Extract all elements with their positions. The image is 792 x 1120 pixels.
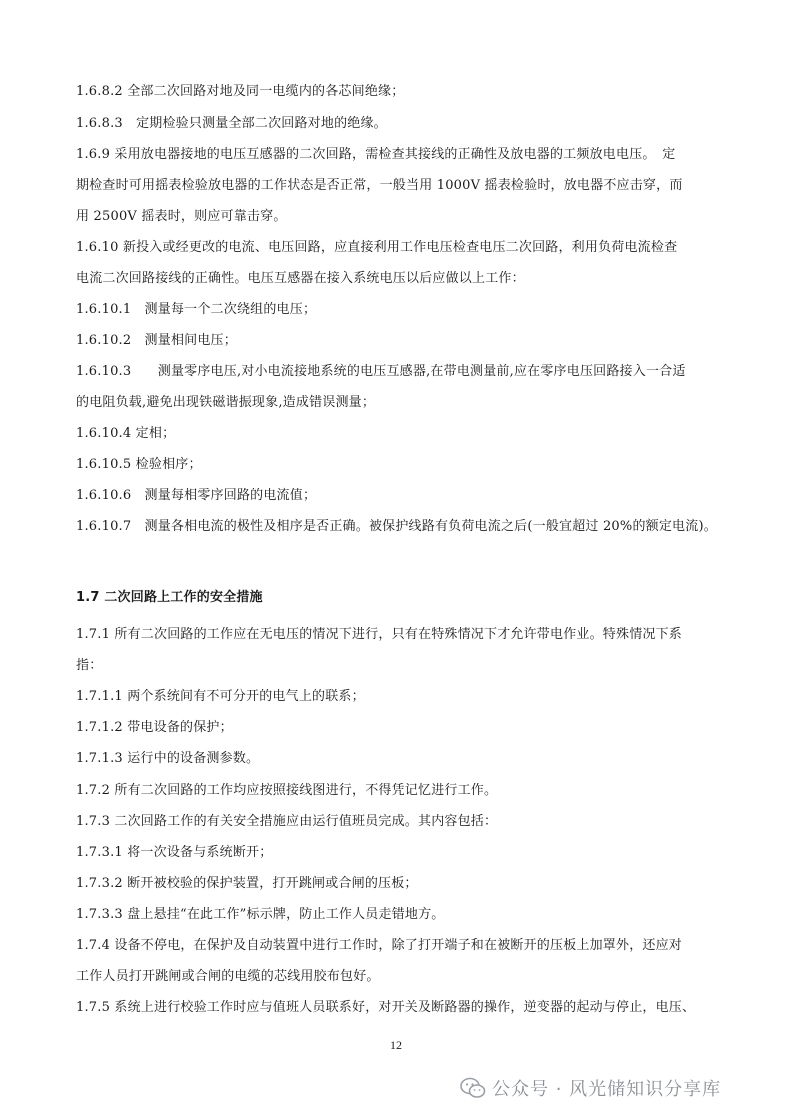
text-line: 1.7.5 系统上进行校验工作时应与值班人员联系好，对开关及断路器的操作，逆变器的起动与停止，电压、	[76, 1000, 696, 1015]
text-line: 1.6.8.2 全部二次回路对地及同一电缆内的各芯间绝缘；	[76, 84, 405, 99]
watermark	[460, 1074, 721, 1102]
text-line: 1.6.10.3 测量零序电压,对小电流接地系统的电压互感器,在带电测量前,应在零序电压回路接入一合适	[76, 364, 686, 379]
text-line: 的电阻负载,避免出现铁磁谐振现象,造成错误测量；	[76, 395, 376, 410]
section-heading: 1.7 二次回路上工作的安全措施	[76, 590, 263, 605]
text-line: 1.6.10.2 测量相间电压；	[76, 333, 237, 348]
text-line: 1.7.1.2 带电设备的保护；	[76, 720, 233, 735]
text-line: 1.7.3.1 将一次设备与系统断开；	[76, 845, 273, 860]
text-line: 1.6.10.7 测量各相电流的极性及相序是否正确。被保护线路有负荷电流之后(一般宜超过 20%的额定电流)。	[76, 519, 717, 534]
text-line: 1.7.3.2 断开被校验的保护装置，打开跳闸或合闸的压板；	[76, 876, 418, 891]
text-line: 用 2500V 摇表时，则应可靠击穿。	[76, 209, 287, 224]
text-line: 1.6.10 新投入或经更改的电流、电压回路，应直接利用工作电压检查电压二次回路，利用负荷电流检查	[76, 240, 678, 255]
text-line: 1.6.10.4 定相；	[76, 426, 176, 441]
text-line: 1.7.3.3 盘上悬挂“在此工作”标示牌，防止工作人员走错地方。	[76, 907, 445, 922]
text-line: 电流二次回路接线的正确性。电压互感器在接入系统电压以后应做以上工作：	[76, 271, 525, 286]
text-line: 工作人员打开跳闸或合闸的电缆的芯线用胶布包好。	[76, 969, 380, 984]
text-line: 1.7.2 所有二次回路的工作均应按照接线图进行，不得凭记忆进行工作。	[76, 783, 498, 798]
text-line: 1.7.4 设备不停电，在保护及自动装置中进行工作时，除了打开端子和在被断开的压板上加罩外，还应对	[76, 938, 683, 953]
text-line: 1.6.10.1 测量每一个二次绕组的电压；	[76, 302, 317, 317]
text-line: 1.6.10.5 检验相序；	[76, 457, 202, 472]
text-line: 1.6.8.3 定期检验只测量全部二次回路对地的绝缘。	[76, 116, 387, 131]
text-line: 1.7.1.3 运行中的设备测参数。	[76, 751, 260, 766]
text-line: 指：	[76, 658, 103, 673]
text-line: 1.7.1.1 两个系统间有不可分开的电气上的联系；	[76, 689, 365, 704]
text-line: 1.6.10.6 测量每相零序回路的电流值；	[76, 488, 317, 503]
text-line: 期检查时可用摇表检验放电器的工作状态是否正常，一般当用 1000V 摇表检验时，放电器不应击穿，而	[76, 178, 683, 193]
watermark-text: 公众号 · 风光储知识分享库	[492, 1079, 722, 1100]
text-line: 1.7.1 所有二次回路的工作应在无电压的情况下进行，只有在特殊情况下才允许带电作业。特殊情况下系	[76, 627, 683, 642]
wechat-icon	[460, 1077, 486, 1099]
page-number: 12	[390, 1038, 402, 1052]
text-line: 1.7.3 二次回路工作的有关安全措施应由运行值班员完成。其内容包括：	[76, 814, 498, 829]
text-line: 1.6.9 采用放电器接地的电压互感器的二次回路，需检查其接线的正确性及放电器的工频放电电压。 定	[76, 147, 676, 162]
